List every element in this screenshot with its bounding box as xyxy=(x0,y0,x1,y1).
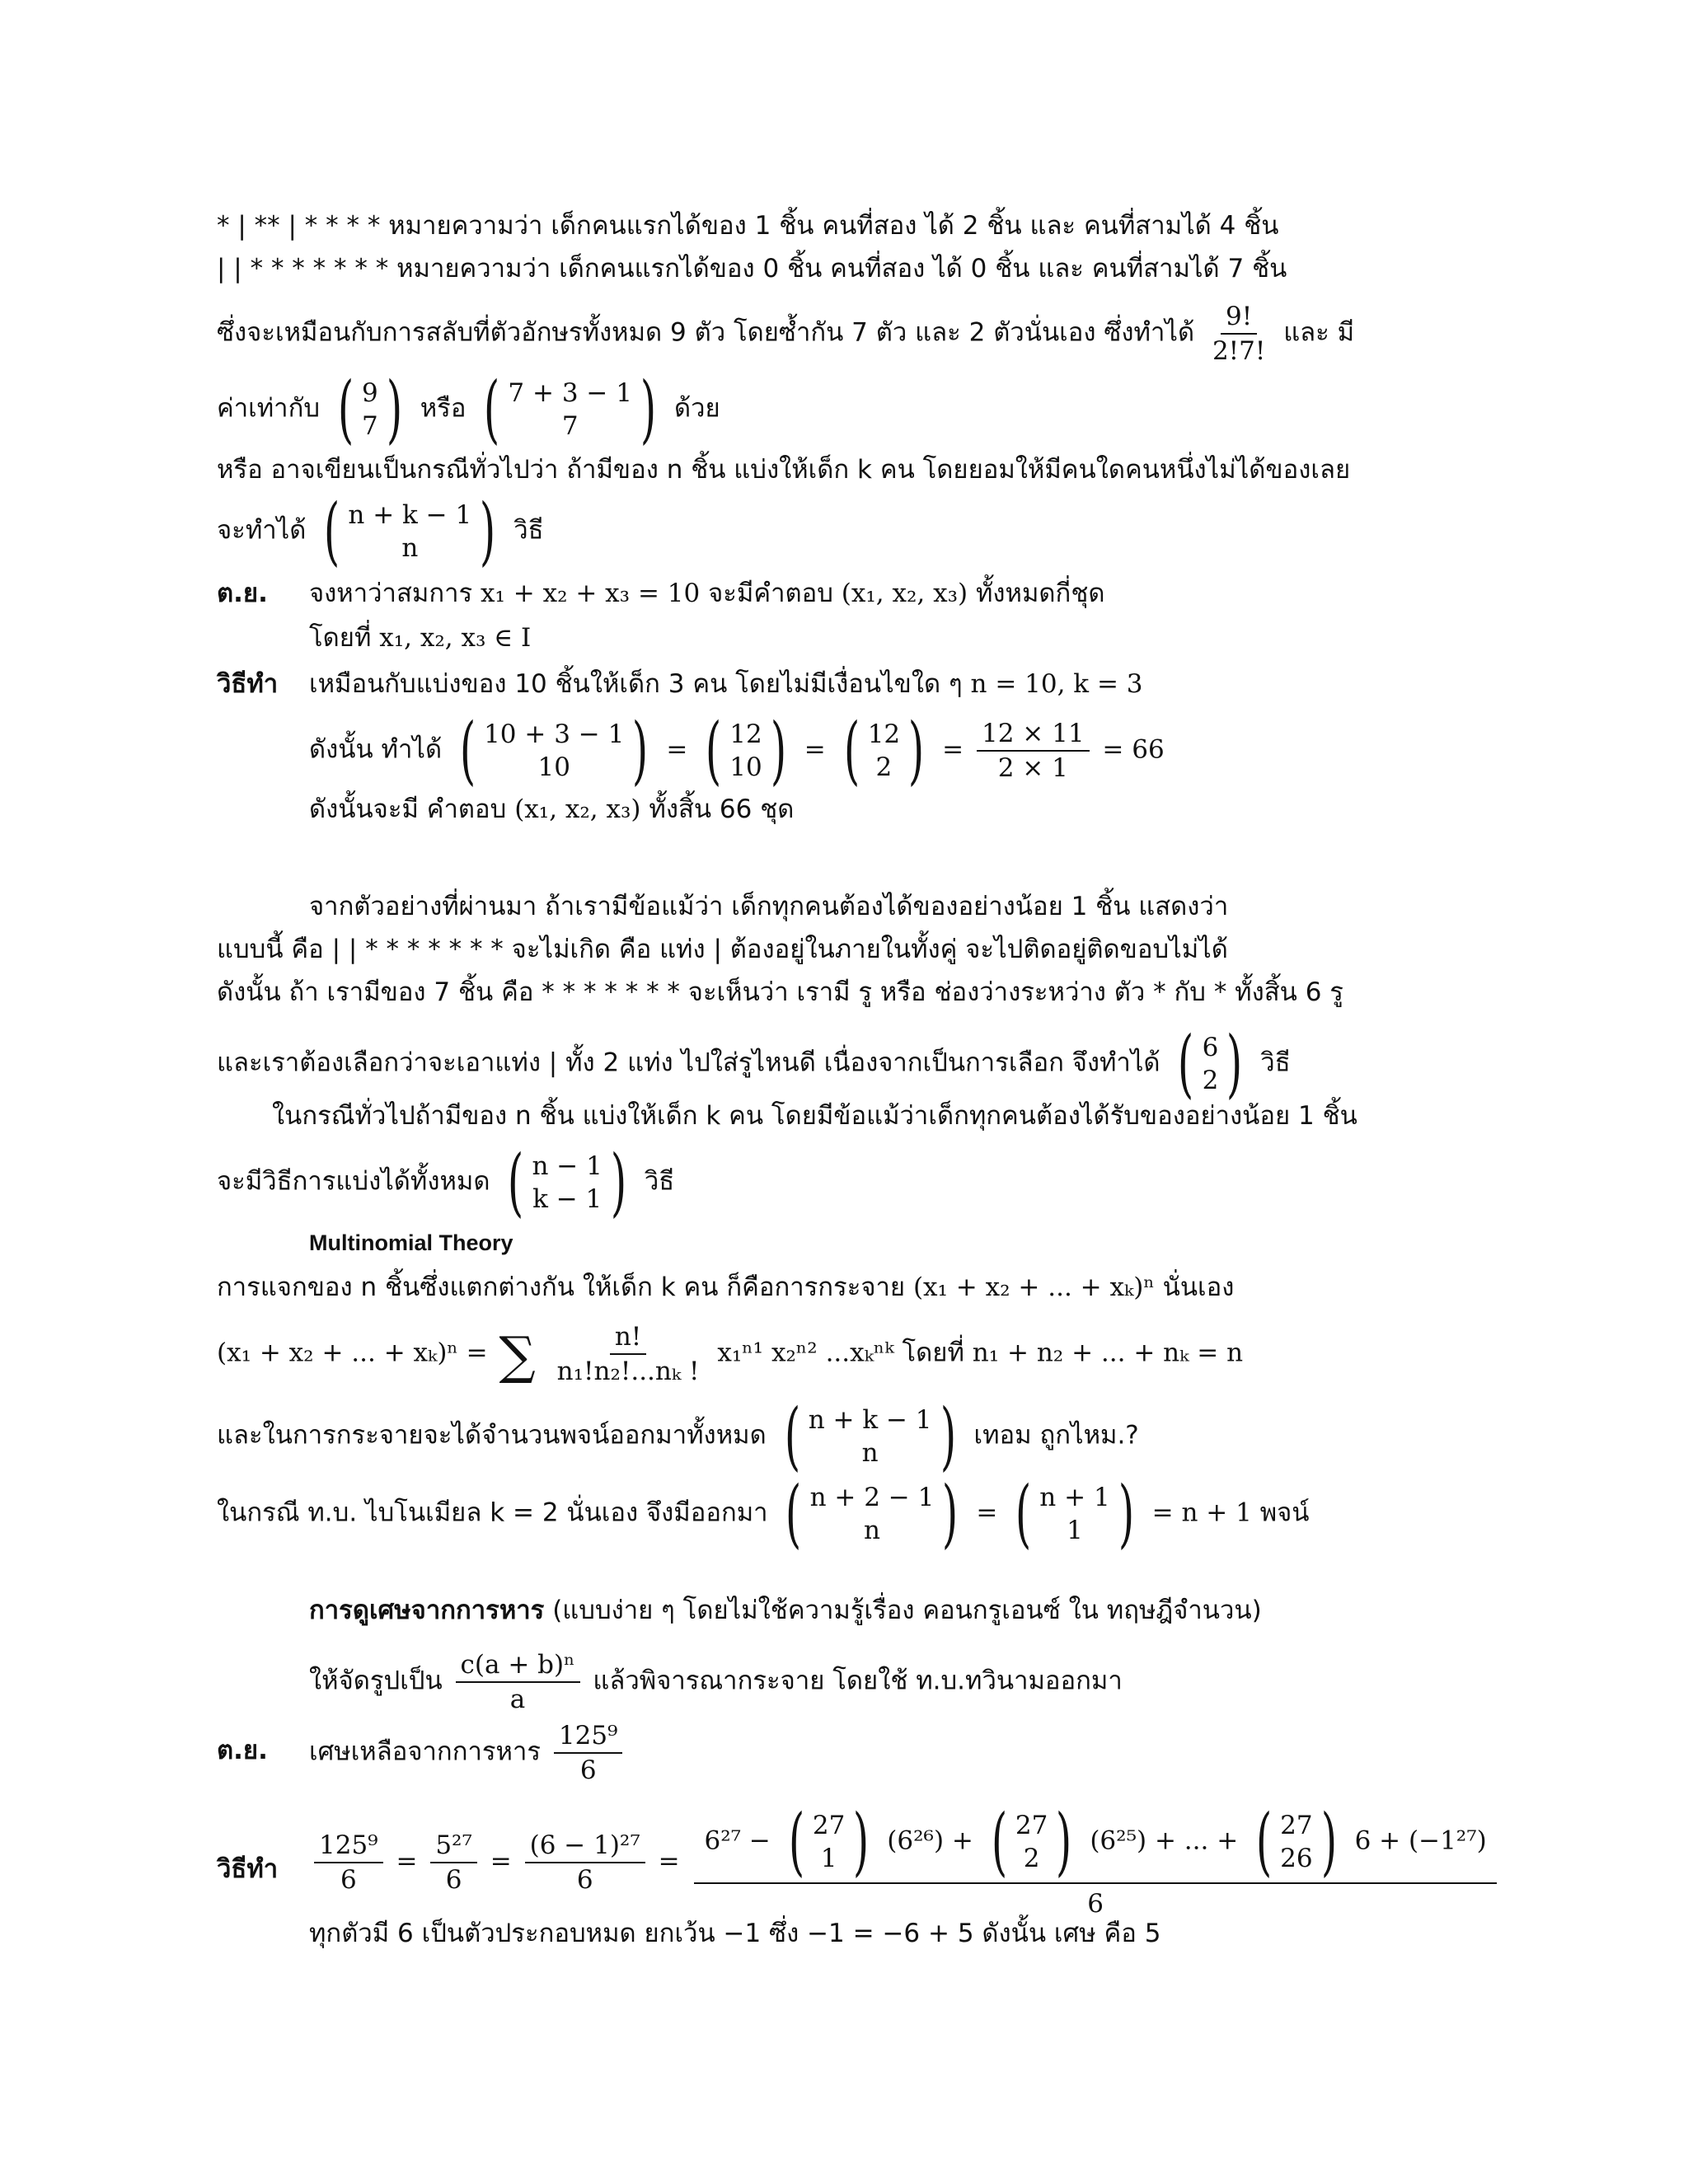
multinomial-line-4: ในกรณี ท.บ. ไบโนเมียล k = 2 นั่นเอง จึงมีออกมา ( n + 2 − 1 n ) = ( n + 1 1 ) = n + 1 พจน์ xyxy=(217,1470,1310,1557)
para2-line-6 xyxy=(217,1139,675,1226)
binom-top: 6 xyxy=(1202,1033,1219,1062)
question-mid: จะมีคำตอบ xyxy=(708,579,833,608)
para2-line-4 xyxy=(217,1020,1291,1107)
para2-line-5: ในกรณีทั่วไปถ้ามีของ n ชิ้น แบ่งให้เด็ก k คน โดยมีข้อแม้ว่าเด็กทุกคนต้องได้รับของอย่างน้อย 1 ชิ้น xyxy=(272,1101,1357,1131)
binomial-27-2: ( 27 2 ) xyxy=(991,1798,1072,1885)
binomial-12-10: ( 12 10 ) xyxy=(706,707,786,794)
tuple-x: (x₁, x₂, x₃) xyxy=(841,579,968,608)
multinomial-condition: n₁ + n₂ + ... + nₖ = n xyxy=(972,1338,1244,1368)
fraction-9-over-2-7 xyxy=(1207,302,1270,366)
binomial-6-2: ( 6 2 ) xyxy=(1178,1020,1243,1107)
condition-math: x₁, x₂, x₃ ∈ I xyxy=(379,623,532,653)
condition-text: โดยที่ xyxy=(309,623,372,653)
multinomial-line-2 xyxy=(217,1322,1243,1386)
binom-bottom: 2 xyxy=(1202,1066,1219,1095)
line-permutation-text xyxy=(217,302,1354,366)
ways-text: วิธี xyxy=(644,1166,675,1197)
expansion-term-b: (6²⁶) + xyxy=(887,1825,973,1856)
expansion-term-c: (6²⁵) + ... + xyxy=(1090,1825,1239,1856)
binom-top: 7 + 3 − 1 xyxy=(508,378,632,408)
multinomial-lhs: (x₁ + x₂ + ... + xₖ)ⁿ = xyxy=(217,1338,488,1368)
binom-bottom: 2 xyxy=(1023,1844,1040,1873)
remainder-line-2-tail: แล้วพิจารณากระจาย โดยใช้ ท.บ.ทวินามออกมา xyxy=(593,1666,1123,1696)
fraction-denominator: 6 xyxy=(445,1865,462,1895)
question-tail: ทั้งหมดกี่ชุด xyxy=(975,579,1105,608)
example-2-label: ต.ย. xyxy=(217,1736,268,1765)
conclusion-text: ดังนั้นจะมี คำตอบ xyxy=(309,794,507,824)
binomial-n-plus-1-1: ( n + 1 1 ) xyxy=(1015,1470,1134,1557)
binom-top: n + k − 1 xyxy=(348,500,472,530)
multinomial-line-3-text: และในการกระจายจะได้จำนวนพจน์ออกมาทั้งหมด xyxy=(217,1420,767,1451)
equation-sum: x₁ + x₂ + x₃ = 10 xyxy=(481,579,701,608)
binom-top: n + k − 1 xyxy=(808,1405,932,1435)
binomial-12-2: ( 12 2 ) xyxy=(843,707,925,794)
binom-top: n − 1 xyxy=(532,1151,603,1181)
permutation-text: ซึ่งจะเหมือนกับการสลับที่ตัวอักษรทั้งหมด 9 ตัว โดยซ้ำกัน 7 ตัว และ 2 ตัวนั่นเอง ซึ่งทำได้ xyxy=(217,317,1195,348)
binom-top: 27 xyxy=(1015,1811,1048,1840)
binomial-n-plus-k-minus-1-n-terms: ( n + k − 1 n ) xyxy=(784,1393,956,1479)
fraction-c-a-plus-b-over-a xyxy=(456,1650,580,1714)
binomial-n-plus-k-minus-1-n: ( n + k − 1 n ) xyxy=(324,488,496,574)
binom-bottom: n xyxy=(861,1438,879,1468)
line-general-case: หรือ อาจเขียนเป็นกรณีทั่วไปว่า ถ้ามีของ n ชิ้น แบ่งให้เด็ก k คน โดยยอมให้มีคนใดคนหนึ่งไม่ได้ของเลย xyxy=(217,455,1351,485)
equals-text: ค่าเท่ากับ xyxy=(217,393,321,424)
fraction-denominator: 6 xyxy=(576,1865,593,1895)
fraction-denominator: n₁!n₂!...nₖ ! xyxy=(556,1357,700,1386)
binom-top: 9 xyxy=(362,378,378,408)
remainder-line-2 xyxy=(309,1650,1123,1714)
solution-n-k: n = 10, k = 3 xyxy=(970,669,1143,699)
multinomial-line-1 xyxy=(217,1271,1234,1304)
solution-2-conclusion: ทุกตัวมี 6 เป็นตัวประกอบหมด ยกเว้น −1 ซึ่ง −1 = −6 + 5 ดังนั้น เศษ คือ 5 xyxy=(309,1919,1161,1948)
binom-bottom: 10 xyxy=(537,752,570,782)
fraction-numerator: c(a + b)ⁿ xyxy=(456,1650,580,1683)
fraction-numerator: 125⁹ xyxy=(314,1830,383,1863)
remainder-heading: การดูเศษจากการหาร xyxy=(309,1596,545,1625)
example-1-condition xyxy=(309,621,531,654)
binomial-expansion-fraction xyxy=(694,1798,1496,1920)
multinomial-coefficient xyxy=(552,1322,705,1386)
expansion-denominator: 6 xyxy=(1087,1889,1104,1919)
binomial-9-7: ( 9 7 ) xyxy=(337,366,402,452)
example-2-text: เศษเหลือจากการหาร xyxy=(309,1736,542,1767)
line-equals-binomial xyxy=(217,366,720,452)
multinomial-condition-text: โดยที่ xyxy=(902,1338,964,1368)
line-stars-example-2: | | * * * * * * * หมายความว่า เด็กคนแรกได้ของ 0 ชิ้น คนที่สอง ได้ 0 ชิ้น และ คนที่สามได้ 7 ชิ้น xyxy=(217,254,1287,284)
binomial-7plus3minus1-7: ( 7 + 3 − 1 7 ) xyxy=(484,366,657,452)
binom-top: n + 2 − 1 xyxy=(809,1483,935,1512)
ways-text: วิธี xyxy=(513,515,544,546)
remainder-line-2-text: ให้จัดรูปเป็น xyxy=(309,1666,443,1696)
solution-result: = 66 xyxy=(1102,734,1165,765)
binom-top: n + 1 xyxy=(1039,1483,1110,1512)
para2-line-2: แบบนี้ คือ | | * * * * * * * จะไม่เกิด คือ แท่ง | ต้องอยู่ในภายในทั้งคู่ จะไปติดอยู่ติดขอบไม่ได้ xyxy=(217,935,1228,964)
binom-bottom: n xyxy=(401,533,419,563)
multinomial-line-3 xyxy=(217,1393,1139,1479)
binomial-10plus3minus1-10: ( 10 + 3 − 1 10 ) xyxy=(459,707,649,794)
fraction-denominator: 2!7! xyxy=(1212,336,1266,366)
fraction-125-9-over-6 xyxy=(554,1721,623,1785)
binom-bottom: 7 xyxy=(362,411,378,441)
expansion-term-d: 6 + (−1²⁷) xyxy=(1354,1825,1487,1856)
fraction-denominator: 6 xyxy=(340,1865,357,1895)
solution-2-text: ดังนั้น ทำได้ xyxy=(309,734,443,765)
binom-bottom: 10 xyxy=(729,752,762,782)
binom-bottom: 1 xyxy=(1067,1516,1083,1545)
binomial-n-minus-1-k-minus-1: ( n − 1 k − 1 ) xyxy=(508,1139,627,1226)
solution-1-line-2: ดังนั้น ทำได้ ( 10 + 3 − 1 10 ) = ( 12 10 ) = ( 12 2 ) = $\frac{12 \times 11}{2 \times 1}$ = 66 xyxy=(309,707,1165,794)
solution-text: เหมือนกับแบ่งของ 10 ชิ้นให้เด็ก 3 คน โดยไม่มีเงื่อนไขใด ๆ xyxy=(309,669,963,699)
question-text: จงหาว่าสมการ xyxy=(309,579,473,608)
fraction-denominator: 6 xyxy=(579,1755,597,1785)
binom-bottom: 1 xyxy=(820,1844,837,1873)
binom-top: 27 xyxy=(812,1811,846,1840)
binomial-n-plus-2-minus-1-n: ( n + 2 − 1 n ) xyxy=(785,1470,959,1557)
solution-1-line-3 xyxy=(309,793,794,826)
example-1-question xyxy=(309,577,1105,610)
solution-2-equation: $\frac{\text{125⁹}}{6}$ = $\frac{\text{5²⁷}}{6}$ = $\frac{\text{(6 − 1)²⁷}}{6}$ = 6²⁷ − ( 27 1 ) (6²⁶) + ( 27 2 ) (6²⁵) + ... + ( 27 26 ) 6 + (−1²⁷) 6 xyxy=(309,1805,1503,1920)
line-general-result xyxy=(217,488,544,574)
multinomial-expression: (x₁ + x₂ + ... + xₖ)ⁿ xyxy=(912,1272,1155,1302)
ways-text: วิธี xyxy=(1260,1047,1291,1078)
multinomial-line-4-tail: = n + 1 พจน์ xyxy=(1151,1497,1310,1528)
multinomial-terms: x₁ⁿ¹ x₂ⁿ² ...xₖⁿᵏ xyxy=(717,1338,894,1368)
binomial-27-1: ( 27 1 ) xyxy=(788,1798,870,1885)
example-2-question xyxy=(309,1721,627,1785)
solution-1-line-1 xyxy=(309,668,1143,701)
binom-top: 12 xyxy=(867,719,901,749)
binom-top: 10 + 3 − 1 xyxy=(484,719,625,749)
binom-top: 12 xyxy=(729,719,762,749)
fraction-numerator: n! xyxy=(610,1322,646,1355)
binom-bottom: 2 xyxy=(875,752,893,782)
sum-symbol: ∑ xyxy=(499,1324,536,1385)
line-stars-example-1: * | ** | * * * * หมายความว่า เด็กคนแรกได้ของ 1 ชิ้น คนที่สอง ได้ 2 ชิ้น และ คนที่สามได้ 4 ชิ้น xyxy=(217,211,1279,241)
remainder-heading-line xyxy=(309,1594,1262,1627)
multinomial-heading: Multinomial Theory xyxy=(309,1230,513,1255)
or-text: หรือ xyxy=(420,393,467,424)
para2-line-4-text: และเราต้องเลือกว่าจะเอาแท่ง | ทั้ง 2 แท่ง ไปใส่รูไหนดี เนื่องจากเป็นการเลือก จึงทำได้ xyxy=(217,1047,1160,1078)
conclusion-tuple: (x₁, x₂, x₃) xyxy=(514,794,641,824)
binomial-27-26: ( 27 26 ) xyxy=(1255,1798,1337,1885)
fraction-denominator: a xyxy=(509,1685,526,1714)
para2-line-1: จากตัวอย่างที่ผ่านมา ถ้าเรามีข้อแม้ว่า เด็กทุกคนต้องได้ของอย่างน้อย 1 ชิ้น แสดงว่า xyxy=(309,892,1229,921)
permutation-tail: และ มี xyxy=(1283,317,1355,348)
solution-1-label: วิธีทำ xyxy=(217,669,279,699)
remainder-heading-tail: (แบบง่าย ๆ โดยไม่ใช้ความรู้เรื่อง คอนกรูเอนซ์ ใน ทฤษฎีจำนวน) xyxy=(552,1596,1262,1625)
example-1-label: ต.ย. xyxy=(217,579,268,608)
also-text: ด้วย xyxy=(673,393,720,424)
conclusion-tail: ทั้งสิ้น 66 ชุด xyxy=(649,794,795,824)
fraction-numerator: 125⁹ xyxy=(554,1721,623,1754)
fraction-125-9-over-6-b xyxy=(314,1830,383,1895)
expansion-term-a: 6²⁷ − xyxy=(704,1825,771,1856)
binom-bottom: k − 1 xyxy=(532,1184,603,1214)
result-text: จะทำได้ xyxy=(217,515,307,546)
para2-line-6-text: จะมีวิธีการแบ่งได้ทั้งหมด xyxy=(217,1166,490,1197)
expansion-numerator xyxy=(694,1798,1496,1885)
multinomial-line-1-tail: นั่นเอง xyxy=(1162,1272,1235,1302)
fraction-numerator: (6 − 1)²⁷ xyxy=(525,1830,645,1863)
binom-top: 27 xyxy=(1280,1811,1313,1840)
multinomial-line-4-text: ในกรณี ท.บ. ไบโนเมียล k = 2 นั่นเอง จึงมีออกมา xyxy=(217,1497,768,1528)
multinomial-line-3-tail: เทอม ถูกไหม.? xyxy=(973,1420,1139,1451)
para2-line-3: ดังนั้น ถ้า เรามีของ 7 ชิ้น คือ * * * * * * * จะเห็นว่า เรามี รู หรือ ช่องว่างระหว่าง ตัว * กับ * ทั้งสิ้น 6 รู xyxy=(217,977,1343,1007)
binom-bottom: 26 xyxy=(1280,1844,1313,1873)
fraction-12x11-over-2x1 xyxy=(977,719,1090,783)
binom-bottom: n xyxy=(863,1516,880,1545)
multinomial-line-1-text: การแจกของ n ชิ้นซึ่งแตกต่างกัน ให้เด็ก k คน ก็คือการกระจาย xyxy=(217,1272,906,1302)
solution-2-label: วิธีทำ xyxy=(217,1854,279,1884)
fraction-6-minus-1-27-over-6 xyxy=(525,1830,645,1895)
fraction-numerator: 12 × 11 xyxy=(977,719,1090,752)
fraction-denominator: 2 × 1 xyxy=(997,753,1068,783)
fraction-5-27-over-6 xyxy=(430,1830,477,1895)
fraction-numerator: 9! xyxy=(1221,302,1257,335)
fraction-numerator: 5²⁷ xyxy=(430,1830,477,1863)
binom-bottom: 7 xyxy=(561,411,579,441)
